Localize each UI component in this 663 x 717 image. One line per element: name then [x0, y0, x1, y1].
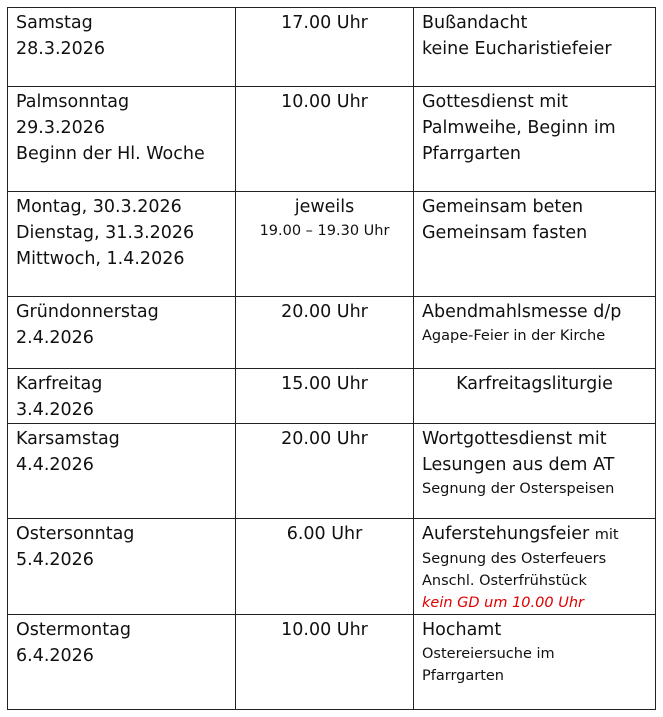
description-line: Gemeinsam fasten: [422, 223, 588, 243]
time-text: 17.00 Uhr: [281, 13, 368, 33]
time-cell: [236, 369, 414, 424]
time-range: 19.00 – 19.30 Uhr: [259, 223, 390, 239]
day-name: Ostersonntag: [16, 524, 135, 544]
time-text: 10.00 Uhr: [281, 620, 368, 640]
time-cell: [236, 87, 414, 192]
day-date: 2.4.2026: [16, 328, 94, 348]
day-name: Palmsonntag: [16, 92, 130, 112]
day-date: 29.3.2026: [16, 118, 106, 138]
description-cell: [414, 615, 656, 710]
table-row: [8, 519, 656, 615]
description-cell: [414, 369, 656, 424]
day-name: Mittwoch, 1.4.2026: [16, 249, 185, 269]
day-name: Karfreitag: [16, 374, 103, 394]
day-date: 5.4.2026: [16, 550, 94, 570]
day-name: Ostermontag: [16, 620, 131, 640]
day-note: Beginn der Hl. Woche: [16, 144, 205, 164]
day-cell: [8, 615, 236, 710]
time-cell: [236, 192, 414, 297]
description-line: Gemeinsam beten: [422, 197, 584, 217]
day-date: 28.3.2026: [16, 39, 106, 59]
day-name: Dienstag, 31.3.2026: [16, 223, 195, 243]
description-line: Hochamt: [422, 620, 502, 640]
day-cell: [8, 297, 236, 369]
description-line: Karfreitagsliturgie: [456, 374, 613, 394]
table-row: [8, 369, 656, 424]
description-main: Auferstehungsfeier: [422, 524, 590, 544]
time-text: jeweils: [294, 197, 355, 217]
description-cell: [414, 87, 656, 192]
table-row: [8, 424, 656, 519]
day-name: Gründonnerstag: [16, 302, 159, 322]
day-name: Samstag: [16, 13, 93, 33]
time-cell: [236, 519, 414, 615]
description-note: Anschl. Osterfrühstück: [422, 573, 587, 589]
description-line: Lesungen aus dem AT: [422, 455, 615, 475]
description-line: keine Eucharistiefeier: [422, 39, 612, 59]
table-row: [8, 615, 656, 710]
table-row: [8, 297, 656, 369]
day-cell: [8, 87, 236, 192]
description-note: Ostereiersuche im: [422, 646, 555, 662]
description-line: Gottesdienst mit: [422, 92, 569, 112]
day-name: Montag, 30.3.2026: [16, 197, 182, 217]
day-date: 3.4.2026: [16, 400, 94, 420]
day-cell: [8, 424, 236, 519]
table-row: [8, 8, 656, 87]
description-note: Segnung des Osterfeuers: [422, 551, 607, 567]
description-inline-note: mit: [594, 527, 619, 543]
description-line: Palmweihe, Beginn im: [422, 118, 616, 138]
description-line: [422, 521, 647, 548]
day-cell: [8, 519, 236, 615]
description-note: Segnung der Osterspeisen: [422, 481, 615, 497]
description-line: Pfarrgarten: [422, 144, 521, 164]
day-cell: [8, 369, 236, 424]
description-cell: [414, 519, 656, 615]
description-line: Abendmahlsmesse d/p: [422, 302, 622, 322]
description-cell: [414, 192, 656, 297]
day-cell: [8, 192, 236, 297]
description-line: Wortgottesdienst mit: [422, 429, 607, 449]
table-row: [8, 192, 656, 297]
description-line: Bußandacht: [422, 13, 528, 33]
time-text: 20.00 Uhr: [281, 429, 368, 449]
description-note: Pfarrgarten: [422, 668, 504, 684]
time-text: 20.00 Uhr: [281, 302, 368, 322]
time-cell: [236, 615, 414, 710]
description-cell: [414, 297, 656, 369]
time-text: 10.00 Uhr: [281, 92, 368, 112]
description-cell: [414, 8, 656, 87]
table-row: [8, 87, 656, 192]
day-cell: [8, 8, 236, 87]
schedule-table: [7, 7, 656, 710]
day-name: Karsamstag: [16, 429, 120, 449]
day-date: 4.4.2026: [16, 455, 94, 475]
cancellation-notice: kein GD um 10.00 Uhr: [422, 595, 584, 611]
description-note: Agape-Feier in der Kirche: [422, 328, 606, 344]
time-text: 15.00 Uhr: [281, 374, 368, 394]
time-text: 6.00 Uhr: [286, 524, 363, 544]
time-cell: [236, 424, 414, 519]
time-cell: [236, 8, 414, 87]
description-cell: [414, 424, 656, 519]
day-date: 6.4.2026: [16, 646, 94, 666]
time-cell: [236, 297, 414, 369]
